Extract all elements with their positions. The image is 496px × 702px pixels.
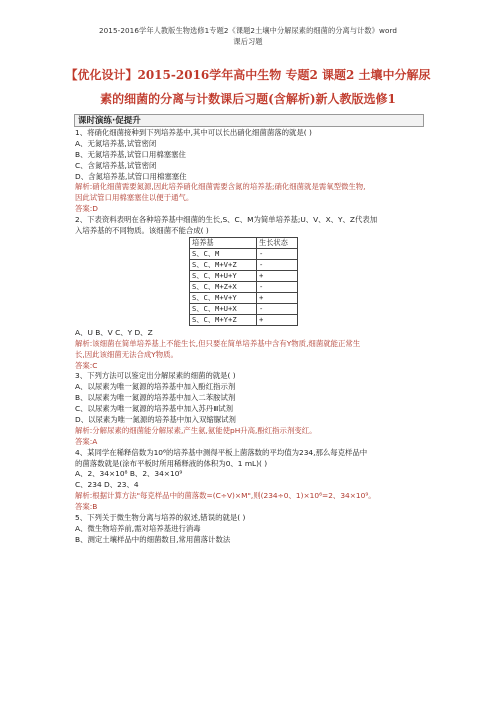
table-row xyxy=(190,259,298,270)
question-4-stem-line-1: 4、某同学在稀释倍数为10⁶的培养基中测得平板上菌落数的平均值为234,那么每克样品中 xyxy=(75,447,368,457)
table-cell: S、C、M+Y+Z xyxy=(190,314,257,325)
table-row xyxy=(190,314,298,325)
question-3-option-d: D、以尿素为唯一氮源的培养基中加入双缩脲试剂 xyxy=(75,415,236,425)
question-1-answer: 答案:D xyxy=(75,204,98,214)
table-cell: - xyxy=(257,281,298,292)
question-1-option-c: C、含氮培养基,试管密闭 xyxy=(75,160,157,170)
table-header-row xyxy=(190,237,298,248)
table-header-medium: 培养基 xyxy=(190,237,257,248)
running-header-line-2: 课后习题 xyxy=(233,37,263,46)
table-row xyxy=(190,270,298,281)
question-2-options: A、U B、V C、Y D、Z xyxy=(75,327,153,337)
table-row xyxy=(190,281,298,292)
document-title-line-2: 素的细菌的分离与计数课后习题(含解析)新人教版选修1 xyxy=(100,92,396,106)
table-cell: S、C、M+V+Y xyxy=(190,292,257,303)
table-cell: + xyxy=(257,270,298,281)
question-4-stem-line-2: 的菌落数就是(涂布平板时所用稀释液的体积为0、1 mL)( ) xyxy=(75,458,268,468)
question-4-options-cd: C、234 D、23、4 xyxy=(75,480,139,490)
question-5-option-a: A、微生物培养前,需对培养基进行消毒 xyxy=(75,523,201,533)
table-cell: S、C、M+Z+X xyxy=(190,281,257,292)
question-1-analysis-line-2: 因此试管口用棉塞塞住以便于通气。 xyxy=(75,193,194,203)
question-4-answer: 答案:B xyxy=(75,502,98,512)
question-3-analysis: 解析:分解尿素的细菌能分解尿素,产生氨,氨能使pH升高,酚红指示剂变红。 xyxy=(75,425,317,435)
table-row xyxy=(190,303,298,314)
question-1-stem: 1、将硝化细菌接种到下列培养基中,其中可以长出硝化细菌菌落的就是( ) xyxy=(75,128,312,137)
table-row xyxy=(190,248,298,259)
section-heading: 课时演练·促提升 xyxy=(74,114,424,127)
question-4-analysis: 解析:根据计算方法"每克样品中的菌落数=(C÷V)×M",则(234÷0、1)×10⁶=2、34×10⁹。 xyxy=(75,491,376,501)
question-5-stem: 5、下列关于微生物分离与培养的叙述,错误的就是( ) xyxy=(75,513,246,523)
question-2-stem-line-1: 2、下表资料表明在各种培养基中细菌的生长,S、C、M为简单培养基;U、V、X、Y、Z代表加 xyxy=(75,215,378,225)
table-header-growth: 生长状态 xyxy=(257,237,298,248)
table-cell: S、C、M xyxy=(190,248,257,259)
question-3-option-c: C、以尿素为唯一氮源的培养基中加入苏丹Ⅲ试剂 xyxy=(75,404,234,414)
question-3-stem: 3、下列方法可以鉴定出分解尿素的细菌的就是( ) xyxy=(75,371,236,381)
question-3-answer: 答案:A xyxy=(75,436,98,446)
table-cell: - xyxy=(257,303,298,314)
document-title-line-1: 【优化设计】2015-2016学年高中生物 专题2 课题2 土壤中分解尿 xyxy=(65,68,431,82)
question-2-stem-line-2: 入培养基的不同物质。该细菌不能合成( ) xyxy=(75,226,209,236)
question-1-option-d: D、含氮培养基,试管口用棉塞塞住 xyxy=(75,171,187,181)
exercise-body xyxy=(75,128,427,546)
table-cell: S、C、M+V+Z xyxy=(190,259,257,270)
table-cell: S、C、M+U+X xyxy=(190,303,257,314)
question-1-analysis-line-1: 解析:硝化细菌需要氮源,因此培养硝化细菌需要含氮的培养基;硝化细菌就是需氧型微生物, xyxy=(75,182,366,192)
table-cell: + xyxy=(257,292,298,303)
table-cell: - xyxy=(257,259,298,270)
running-header-line-1: 2015-2016学年人教版生物选修1专题2《课题2土壤中分解尿素的细菌的分离与计数》word xyxy=(98,26,398,35)
question-5-option-b: B、测定土壤样品中的细菌数目,常用菌落计数法 xyxy=(75,534,231,544)
table-row xyxy=(190,292,298,303)
table-cell: S、C、M+U+Y xyxy=(190,270,257,281)
question-2-answer: 答案:C xyxy=(75,360,98,370)
growth-table xyxy=(189,237,298,326)
table-cell: - xyxy=(257,248,298,259)
question-4-options-ab: A、2、34×10⁸ B、2、34×10⁹ xyxy=(75,469,183,479)
question-2-analysis-line-1: 解析:该细菌在简单培养基上不能生长,但只要在简单培养基中含有Y物质,细菌就能正常生 xyxy=(75,338,361,348)
table-cell: + xyxy=(257,314,298,325)
question-3-option-a: A、以尿素为唯一氮源的培养基中加入酚红指示剂 xyxy=(75,382,236,392)
question-1-option-a: A、无氮培养基,试管密闭 xyxy=(75,138,157,148)
question-2-analysis-line-2: 长,因此该细菌无法合成Y物质。 xyxy=(75,349,178,359)
question-1-option-b: B、无氮培养基,试管口用棉塞塞住 xyxy=(75,149,186,159)
question-3-option-b: B、以尿素为唯一氮源的培养基中加入二苯胺试剂 xyxy=(75,393,236,403)
